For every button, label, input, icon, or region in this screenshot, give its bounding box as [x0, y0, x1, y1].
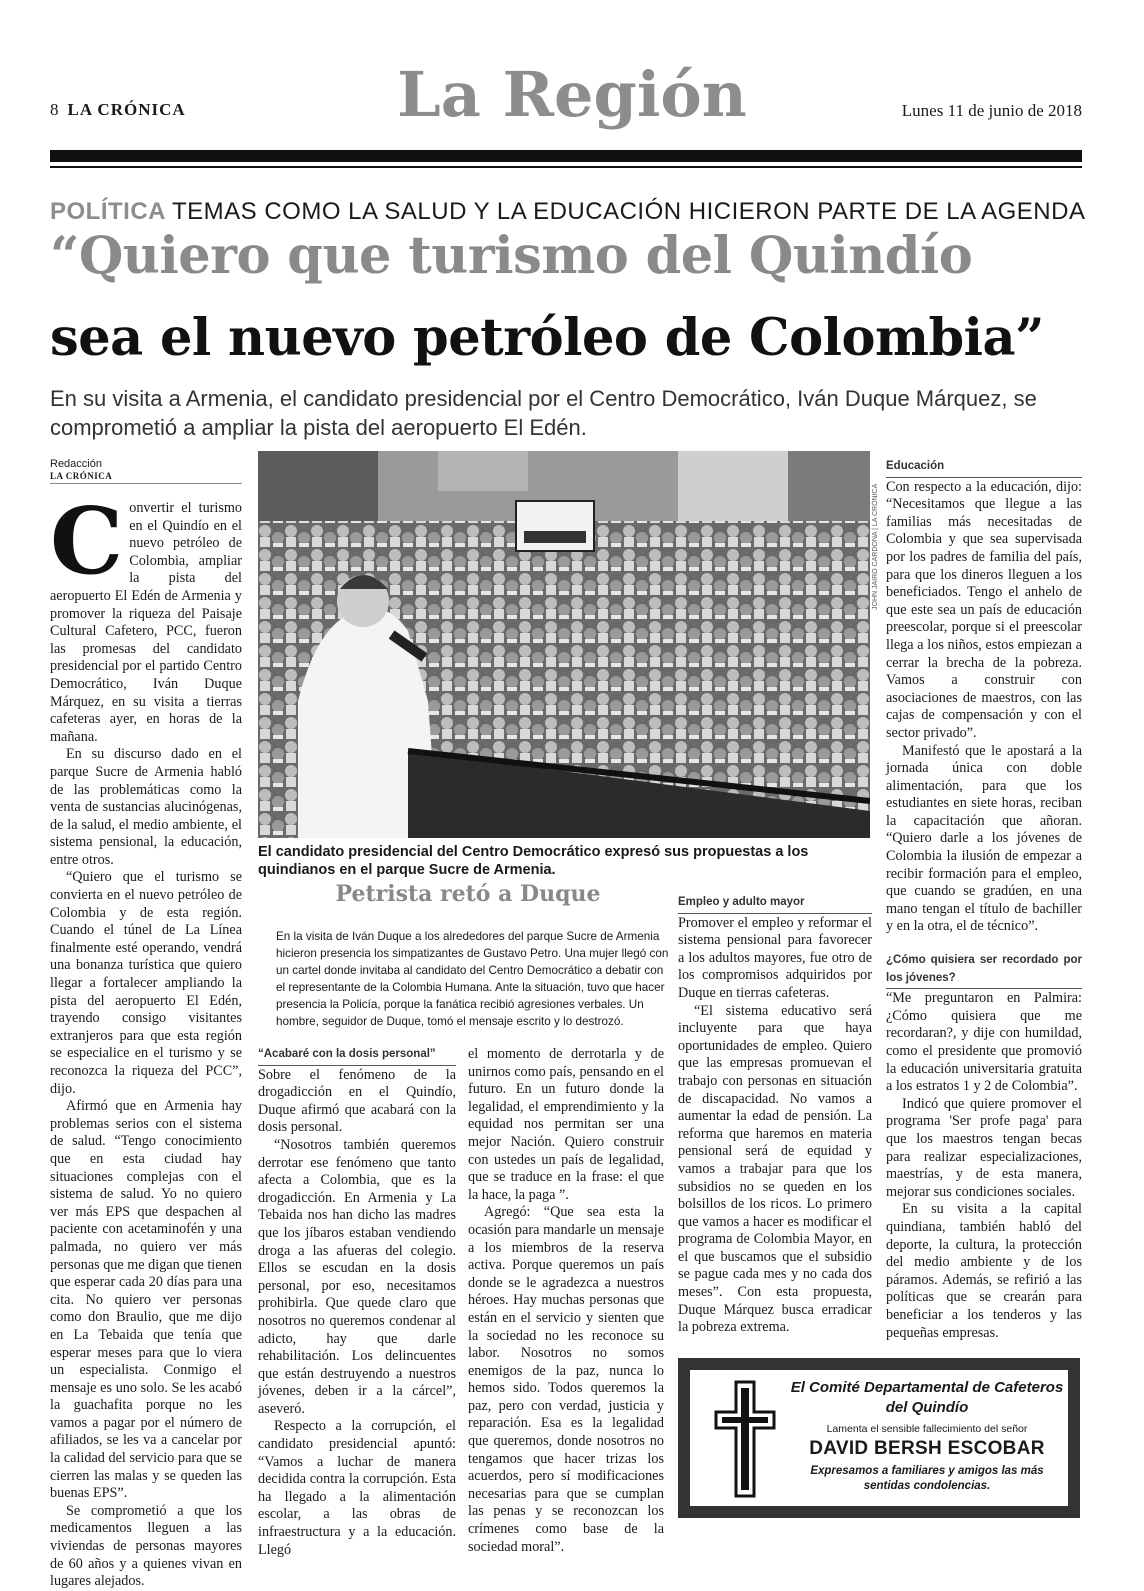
column-1 [50, 487, 242, 1591]
page-folio [50, 100, 186, 120]
photo-caption: El candidato presidencial del Centro Democrático expresó sus propuestas a los quindianos en el parque Sucre de Armenia. [258, 844, 809, 878]
paragraph: “El sistema educativo será incluyente para que haya oportunidades de empleo. Quiero que las empresas promuevan el trabajo con personas en situación de discapacidad. No vamos a aumentar la edad de pensión. La reforma que haremos en materia pensional será de equidad y vamos a trabajar para que los subsidios no se queden en los bolsillos de los ricos. Lo primero que vamos a hacer es modificar el programa de Colombia Mayor, en el que buscamos que el subsidio se pague cada mes y no cada dos meses”. Con esta propuesta, Duque Márquez busca erradicar la pobreza extrema. [678, 1002, 872, 1336]
obituary-org: El Comité Departamental de Cafeteros del Quindío [790, 1379, 1064, 1416]
sidebar-title: Petrista retó a Duque [335, 881, 601, 907]
obituary-name: DAVID BERSH ESCOBAR [809, 1438, 1045, 1459]
column-4 [678, 894, 872, 1337]
kicker [50, 198, 1085, 226]
masthead-rule [50, 150, 1082, 162]
paragraph: “Me preguntaron en Palmira: ¿Cómo quisiera que me recordaran?, y dije con humildad, como el presidente que promovió la educación universitaria gratuita a los estratos 1 y 2 de Colombia”. [886, 990, 1082, 1095]
subhead-drug-policy: “Acabaré con la dosis personal” [258, 1046, 456, 1066]
cross-icon [714, 1380, 776, 1498]
column-5 [886, 458, 1082, 1342]
drop-cap: C [50, 487, 124, 595]
column-3 [468, 1046, 664, 1556]
headline-line-1: “Quiero que turismo del Quindío [50, 226, 973, 286]
paragraph: Indicó que quiere promover el programa 'Ser profe paga' para que los maestros tengan becas para realizar especializaciones, maestrías, y de esta manera, mejorar sus condiciones sociales. [886, 1095, 1082, 1200]
paragraph: Agregó: “Que sea esta la ocasión para mandarle un mensaje a los miembros de la reserva activa. Porque queremos un país donde se le agradezca a nuestros héroes. Hay muchas personas que están en el servicio y sienten que la sociedad no les reconoce su labor. Nosotros no somos enemigos de la paz, nunca lo hemos sido. Todos queremos la paz, pero con verdad, justicia y reparación. Esa es la legalidad que queremos, donde nosotros no tengamos que hacer trizas los acuerdos, pero sí modificaciones necesarias para que se cumplan las penas y se reconozcan los crímenes como base de la sociedad moral”. [468, 1204, 664, 1555]
obituary-text [788, 1378, 1066, 1494]
paragraph: Respecto a la corrupción, el candidato presidencial apuntó: “Vamos a luchar de manera decidida contra la corrupción. Esta ha llegado a la alimentación escolar, a las obras de infraestructura y a la educación. Llegó [258, 1418, 456, 1558]
column-2 [258, 1046, 456, 1559]
paragraph: Se comprometió a que los medicamentos lleguen a las viviendas de personas mayores de 60 años y a quienes vivan en lugares alejados. [50, 1502, 242, 1590]
section-title: La Región [397, 58, 747, 131]
paragraph: Con respecto a la educación, dijo: “Necesitamos que llegue a las familias más necesitadas de Colombia y que sea supervisada por los padres de familia del país, para que los dineros lleguen a los beneficiados. Tengo el anhelo de que este sea un país de educación preescolar, porque si el preescolar llega a los niños, estos empiezan a cerrar la brecha de la pobreza. Vamos a construir con asociaciones de maestros, con las cajas de compensación y con el sector privado”. [886, 478, 1082, 741]
sidebar-text: En la visita de Iván Duque a los alrededores del parque Sucre de Armenia hicieron presencia los simpatizantes de Gustavo Petro. Una mujer llegó con un cartel donde invitaba al candidato del Centro Democrático a debatir con el representante de la Colombia Humana. Ante la situación, tuvo que hacer presencia la Policía, porque la fanática recibió agresiones verbales. Un hombre, seguidor de Duque, tomó el mensaje escrito y lo destrozó. [276, 930, 669, 1028]
obituary-ad [678, 1358, 1080, 1518]
paragraph: “Nosotros también queremos derrotar ese fenómeno que tanto afecta a Colombia, que es la drogadicción. En Armenia y La Tebaida nos han dicho las madres que los jíbaros estaban vendiendo droga a las afueras del colegio. Ellos se escudan en la dosis personal, por eso, necesitamos prohibirla. Que quede claro que nosotros no queremos condenar al adicto, hay que darle rehabilitación. Los delincuentes que están destruyendo a nuestros jóvenes, deben ir a la cárcel”, aseveró. [258, 1136, 456, 1417]
obituary-lament: Lamenta el sensible fallecimiento del señor [826, 1423, 1028, 1435]
photo-candidate-rally [258, 451, 870, 838]
paragraph: el momento de derrotarla y de unirnos como país, pensando en el futuro. En un futuro donde la legalidad, el emprendimiento y la equidad nos permitan ser una mejor Nación. Quiero construir con ustedes un país de legalidad, que se traduce en la frase: el que la hace, la paga ”. [468, 1046, 664, 1203]
paragraph: onvertir el turismo en el Quindío en el nuevo petróleo de Colombia, ampliar la pista del aeropuerto El Edén de Armenia y promover la riqueza del Paisaje Cultural Cafetero, PCC, fueron las promesas del candidato presidencial por el partido Centro Democrático, Iván Duque Márquez, en su visita a tierras cafeteras ayer, en horas de la mañana. [50, 500, 242, 745]
masthead-rule-thin [50, 166, 1082, 168]
photo-illustration [258, 451, 870, 838]
kicker-text: TEMAS COMO LA SALUD Y LA EDUCACIÓN HICIERON PARTE DE LA AGENDA [172, 198, 1086, 225]
subhead-youth: ¿Cómo quisiera ser recordado por los jóvenes? [886, 952, 1082, 989]
subhead-education: Educación [886, 458, 1082, 478]
headline-line-2: sea el nuevo petróleo de Colombia” [50, 308, 1044, 368]
byline-author: Redacción [50, 458, 102, 470]
photo-credit: JOHN JAIRO CARDONA | LA CRÓNICA [872, 483, 879, 610]
subhead-employment: Empleo y adulto mayor [678, 894, 872, 914]
paragraph: Promover el empleo y reformar el sistema pensional para favorecer a los adultos mayores, fue otro de los compromisos adquiridos por Duque en tierras cafeteras. [678, 914, 872, 1001]
paragraph: En su discurso dado en el parque Sucre de Armenia habló de las problemáticas como la venta de sustancias alucinógenas, de la salud, el medio ambiente, el sistema pensional, la educación, entre otros. [50, 746, 242, 868]
byline-org: LA CRÓNICA [50, 471, 113, 481]
section-label: POLÍTICA [50, 198, 166, 225]
paragraph: Afirmó que en Armenia hay problemas serios con el sistema de salud. “Tengo conocimiento que en esta ciudad hay situaciones complejas con el sistema de salud. Yo no quiero ver más EPS que despachen al paciente con acetaminofén y una palmada, no quiero ver más personas que me digan que tienen que esperar cada 20 días para una cita. No quiero ver personas como don Braulio, que me dijo en La Tebaida que tenía que esperar meses para que lo viera un especialista. Conmigo el mensaje es uno solo. Se les acabó la guachafita porque no les vamos a pagar por el número de afiliados, se les va a cancelar por la calidad del servicio para que se cierren las malas y se queden las buenas EPS”. [50, 1098, 242, 1502]
page-number: 8 [50, 100, 60, 119]
paragraph: Sobre el fenómeno de la drogadicción en el Quindío, Duque afirmó que acabará con la dosis personal. [258, 1066, 456, 1136]
paragraph: Manifestó que le apostará a la jornada única con doble alimentación, para que los estudiantes en siete horas, reciban la capacitación que añoran. “Quiero darle a los jóvenes de Colombia la ilusión de empezar a recibir formación para el empleo, que cuando se gradúen, en una mano tengan el título de bachiller y en la otra, el de técnico”. [886, 742, 1082, 935]
paragraph: En su visita a la capital quindiana, también habló del deporte, la cultura, la protección del medio ambiente y de los páramos. Además, se refirió a las políticas que se crearán para beneficiar a los tenderos y las pequeñas empresas. [886, 1201, 1082, 1341]
deck: En su visita a Armenia, el candidato presidencial por el Centro Democrático, Iván Duque Márquez, se comprometió a ampliar la pista del aeropuerto El Edén. [50, 386, 1037, 440]
issue-date: Lunes 11 de junio de 2018 [901, 101, 1082, 120]
obituary-condolence: Expresamos a familiares y amigos las más sentidas condolencias. [810, 1465, 1044, 1492]
paragraph: “Quiero que el turismo se convierta en el nuevo petróleo de Colombia y de esta región. Cuando el túnel de La Línea finalmente esté operando, vendrá una bonanza turística que quiero llegar a fortalecer ampliando la pista del aeropuerto El Edén, trayendo consigo visitantes extranjeros para que esta región se especialice en el turismo y se reconozca la riqueza del PCC”, dijo. [50, 869, 242, 1097]
byline [50, 458, 242, 484]
obituary-ad-panel [690, 1370, 1068, 1506]
paper-name: LA CRÓNICA [67, 100, 186, 119]
